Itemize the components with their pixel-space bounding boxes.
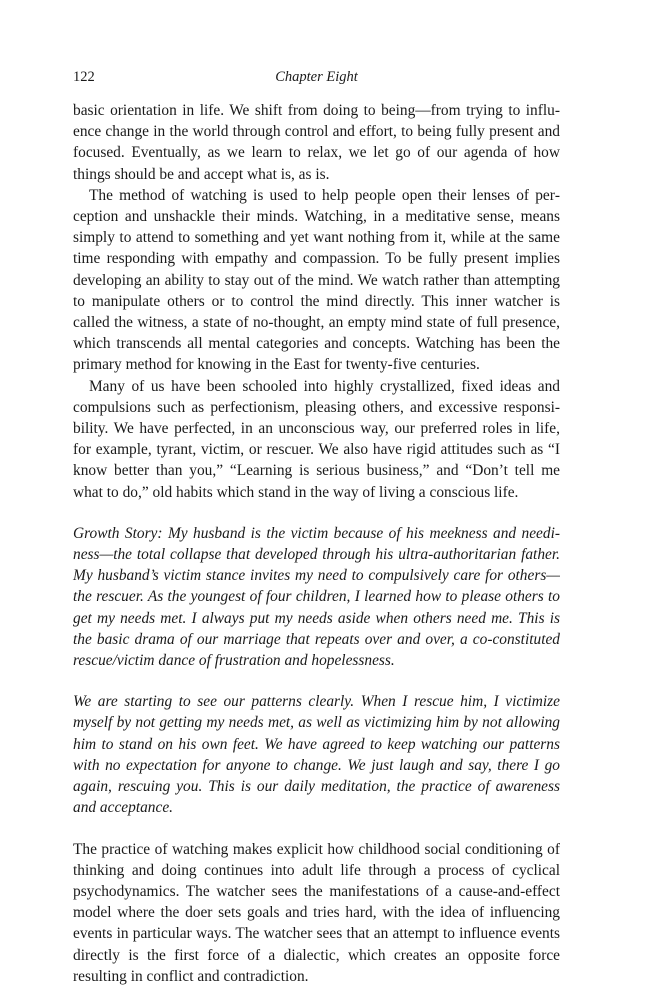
book-page [73,66,560,987]
growth-story-paragraph-1: Growth Story: My husband is the victim because of his meekness and neediness—the total collapse that developed through his ultra-authoritarian father. My husband’s victim stance invites my need to compulsively care for others—the rescuer. As the youngest of four children, I learned how to please others to get my needs met. I always put my needs aside when others need me. This is the basic drama of our marriage that repeats over and over, a co-constituted rescue/victim dance of frustration and hopelessness. [73,524,560,670]
paragraph-crystallized-ideas: Many of us have been schooled into highly crystallized, fixed ideas and compulsions such as perfectionism, pleasing others, and excessive responsibility. We have perfected, in an unconscious way, our preferred roles in life, for example, tyrant, victim, or rescuer. We also have rigid attitudes such as “I know better than you,” “Learning is serious business,” and “Don’t tell me what to do,” old habits which stand in the way of living a conscious life. [73,377,560,501]
body-text [73,100,560,987]
paragraph-method-of-watching: The method of watching is used to help people open their lenses of perception and unshackle their minds. Watching, in a meditative sense, means simply to attend to something and yet want nothing from it, while at the same time responding with empathy and compassion. To be fully present implies developing an ability to stay out of the mind. We watch rather than attempting to manipulate others or to control the mind directly. This inner watcher is called the witness, a state of no-thought, an empty mind state of full presence, which transcends all mental categories and concepts. Watching has been the primary method for knowing in the East for twenty-five centuries. [73,186,560,374]
paragraph-practice-of-watching: The practice of watching makes explicit how childhood social conditioning of thinking and doing continues into adult life through a process of cyclical psychodynamics. The watcher sees the manifestations of a cause-and-effect model where the doer sets goals and tries hard, with the idea of influencing events in particular ways. The watcher sees that an attempt to influence events directly is the first force of a dialectic, which creates an opposite force resulting in conflict and contradiction. [73,840,560,985]
paragraph-continued: basic orientation in life. We shift from doing to being—from trying to influence change in the world through control and effort, to being fully present and focused. Eventually, as we learn to relax, we let go of our agenda of how things should be and accept what is, as is. [73,102,560,183]
running-header [73,66,560,88]
page-number: 122 [73,69,95,85]
growth-story-paragraph-2: We are starting to see our patterns clearly. When I rescue him, I victimize myself by not getting my needs met, as well as victimizing him by not allowing him to stand on his own feet. We have agreed to keep watching our patterns with no expectation for anyone to change. We just laugh and say, there I go again, rescuing you. This is our daily meditation, the practice of awareness and acceptance. [73,693,560,817]
chapter-title: Chapter Eight [275,69,358,85]
